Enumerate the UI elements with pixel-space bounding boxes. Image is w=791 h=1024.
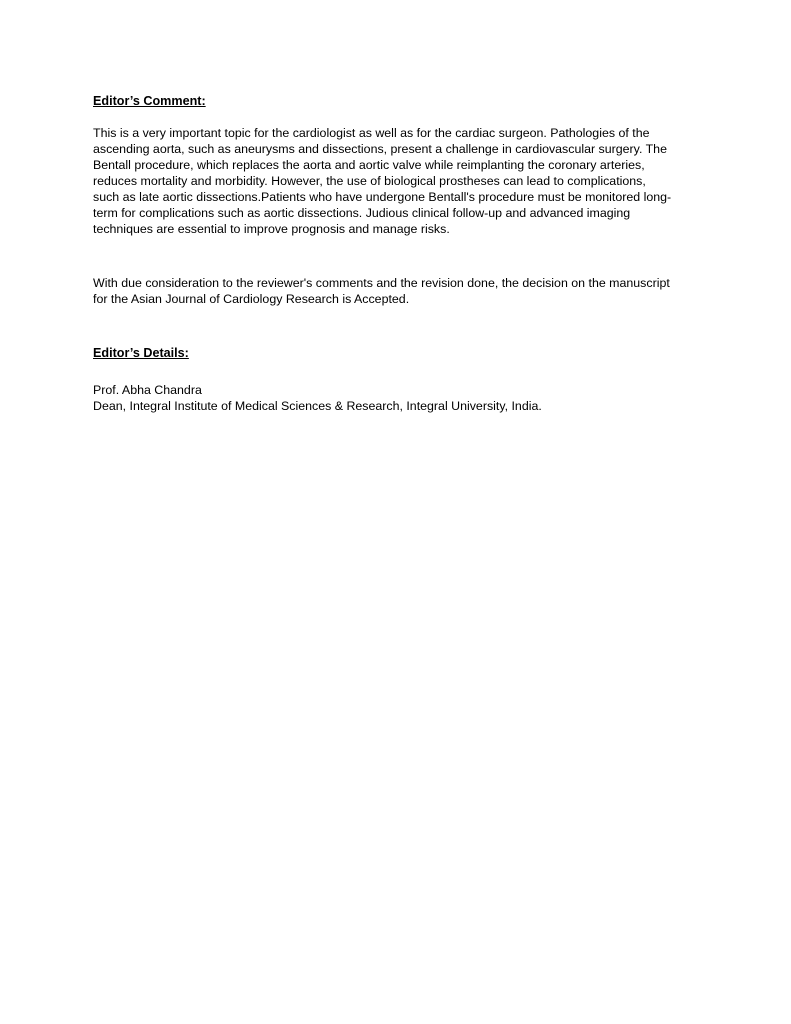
- editor-details-heading: Editor’s Details:: [93, 346, 189, 360]
- paragraph-line: reduces mortality and morbidity. However, the use of biological prostheses can lead to complications,: [93, 174, 646, 188]
- paragraph-line: ascending aorta, such as aneurysms and dissections, present a challenge in cardiovascular surgery. The: [93, 142, 667, 156]
- paragraph-line: for the Asian Journal of Cardiology Research is Accepted.: [93, 292, 410, 306]
- editor-name: Prof. Abha Chandra: [93, 383, 202, 397]
- paragraph-line: term for complications such as aortic dissections. Judious clinical follow-up and advanced imaging: [93, 206, 631, 220]
- paragraph-line: Bentall procedure, which replaces the aorta and aortic valve while reimplanting the coronary arteries,: [93, 158, 645, 172]
- paragraph-line: This is a very important topic for the cardiologist as well as for the cardiac surgeon. Pathologies of the: [93, 126, 650, 140]
- paragraph-line: With due consideration to the reviewer's comments and the revision done, the decision on the manuscript: [93, 276, 670, 290]
- editor-affiliation: Dean, Integral Institute of Medical Sciences & Research, Integral University, India.: [93, 399, 542, 413]
- paragraph-line: techniques are essential to improve prognosis and manage risks.: [93, 222, 450, 236]
- paragraph-line: such as late aortic dissections.Patients who have undergone Bentall's procedure must be monitored long-: [93, 190, 672, 204]
- editor-comment-heading: Editor’s Comment:: [93, 94, 206, 108]
